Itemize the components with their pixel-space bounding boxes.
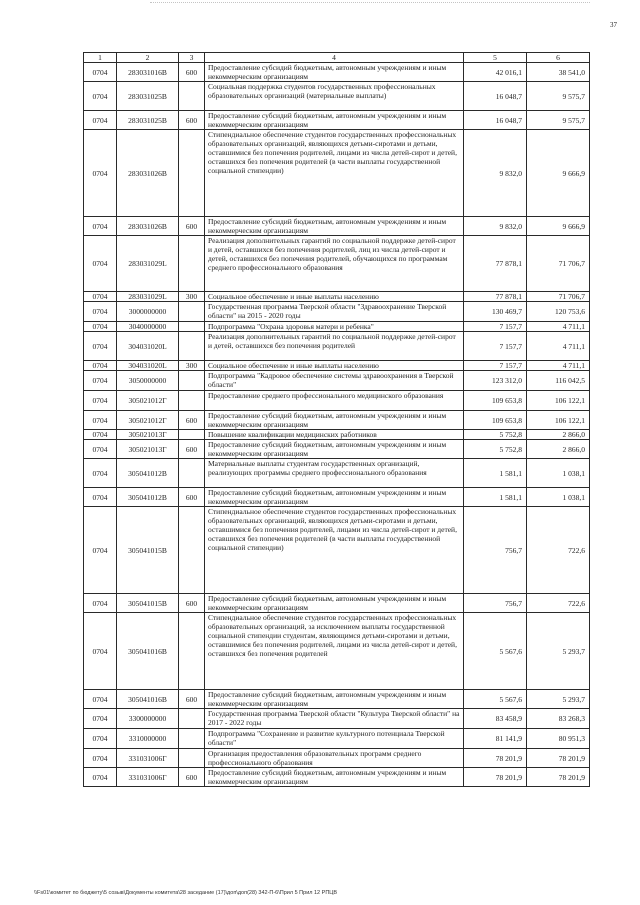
- amount-plan-cell: 7 157,7: [464, 332, 527, 361]
- description-cell: Предоставление субсидий бюджетным, автономным учреждениям и иным некоммерческим организациям: [205, 411, 464, 430]
- amount-actual-cell: 2 866,0: [527, 440, 590, 459]
- amount-actual-cell: 5 293,7: [527, 613, 590, 690]
- table-row: [84, 729, 590, 749]
- amount-plan-cell: 130 469,7: [464, 302, 527, 322]
- amount-actual-cell: 9 575,7: [527, 82, 590, 111]
- target-article-cell: 283031026В: [117, 130, 179, 217]
- table-row: [84, 709, 590, 729]
- expense-type-cell: 300: [179, 292, 205, 302]
- amount-plan-cell: 109 653,8: [464, 391, 527, 411]
- target-article-cell: 305041016В: [117, 690, 179, 709]
- expense-type-cell: 600: [179, 63, 205, 82]
- target-article-cell: 3000000000: [117, 302, 179, 322]
- expense-type-cell: [179, 371, 205, 391]
- description-cell: Повышение квалификации медицинских работников: [205, 430, 464, 440]
- target-article-cell: 305041015В: [117, 594, 179, 613]
- table-row: [84, 594, 590, 613]
- target-article-cell: 304031020L: [117, 332, 179, 361]
- section-code-cell: 0704: [84, 82, 117, 111]
- amount-actual-cell: 106 122,1: [527, 411, 590, 430]
- section-code-cell: 0704: [84, 236, 117, 292]
- target-article-cell: 283031029L: [117, 236, 179, 292]
- amount-plan-cell: 9 832,0: [464, 130, 527, 217]
- amount-actual-cell: 2 866,0: [527, 430, 590, 440]
- section-code-cell: 0704: [84, 440, 117, 459]
- description-cell: Социальное обеспечение и иные выплаты населению: [205, 292, 464, 302]
- description-cell: Подпрограмма "Кадровое обеспечение системы здравоохранения в Тверской области": [205, 371, 464, 391]
- table-row: [84, 371, 590, 391]
- column-header: 5: [464, 53, 527, 63]
- section-code-cell: 0704: [84, 749, 117, 768]
- target-article-cell: 283031026В: [117, 217, 179, 236]
- target-article-cell: 305041015В: [117, 507, 179, 594]
- description-cell: Предоставление субсидий бюджетным, автономным учреждениям и иным некоммерческим организациям: [205, 217, 464, 236]
- description-cell: Предоставление субсидий бюджетным, автономным учреждениям и иным некоммерческим организациям: [205, 111, 464, 130]
- amount-plan-cell: 9 832,0: [464, 217, 527, 236]
- amount-actual-cell: 4 711,1: [527, 361, 590, 371]
- table-row: [84, 361, 590, 371]
- amount-actual-cell: 80 951,3: [527, 729, 590, 749]
- description-cell: Стипендиальное обеспечение студентов государственных профессиональных образовательных организаций, являющихся детьми-сиротами и детьми, оставшимися без попечения родителей, лицами из числа детей-сирот и детей, оставшихся без попечения родителей (в части выплаты государственной социальной стипендии): [205, 507, 464, 594]
- amount-actual-cell: 83 268,3: [527, 709, 590, 729]
- expense-type-cell: [179, 430, 205, 440]
- section-code-cell: 0704: [84, 430, 117, 440]
- expense-type-cell: [179, 130, 205, 217]
- table-row: [84, 130, 590, 217]
- amount-actual-cell: 722,6: [527, 594, 590, 613]
- description-cell: Предоставление среднего профессионального медицинского образования: [205, 391, 464, 411]
- table-row: [84, 459, 590, 488]
- section-code-cell: 0704: [84, 361, 117, 371]
- amount-actual-cell: 71 706,7: [527, 236, 590, 292]
- amount-plan-cell: 83 458,9: [464, 709, 527, 729]
- target-article-cell: 305021012Г: [117, 391, 179, 411]
- section-code-cell: 0704: [84, 302, 117, 322]
- target-article-cell: 304031020L: [117, 361, 179, 371]
- expense-type-cell: 600: [179, 217, 205, 236]
- expense-type-cell: [179, 709, 205, 729]
- description-cell: Организация предоставления образовательных программ среднего профессионального образования: [205, 749, 464, 768]
- description-cell: Социальное обеспечение и иные выплаты населению: [205, 361, 464, 371]
- expense-type-cell: [179, 82, 205, 111]
- target-article-cell: 331031006Г: [117, 768, 179, 787]
- description-cell: Государственная программа Тверской области "Культура Тверской области" на 2017 - 2022 годы: [205, 709, 464, 729]
- amount-actual-cell: 106 122,1: [527, 391, 590, 411]
- amount-actual-cell: 120 753,6: [527, 302, 590, 322]
- expense-type-cell: [179, 729, 205, 749]
- target-article-cell: 283031029L: [117, 292, 179, 302]
- section-code-cell: 0704: [84, 217, 117, 236]
- table-row: [84, 63, 590, 82]
- expense-type-cell: [179, 749, 205, 768]
- description-cell: Социальная поддержка студентов государственных профессиональных образовательных организаций (материальные выплаты): [205, 82, 464, 111]
- amount-actual-cell: 9 666,9: [527, 217, 590, 236]
- budget-table: [83, 52, 590, 787]
- table-row: [84, 82, 590, 111]
- target-article-cell: 283031016В: [117, 63, 179, 82]
- table-row: [84, 768, 590, 787]
- amount-plan-cell: 81 141,9: [464, 729, 527, 749]
- description-cell: Подпрограмма "Охрана здоровья матери и ребенка": [205, 322, 464, 332]
- expense-type-cell: 600: [179, 768, 205, 787]
- footer-file-path: \\Fs01\комитет по бюджету\5 созыв\Документы комитета\28 заседание (17)\доп\доп(28) 342-П-6\Прил 5 Прил 12 РПЦВ: [34, 890, 338, 896]
- expense-type-cell: 600: [179, 488, 205, 507]
- section-code-cell: 0704: [84, 371, 117, 391]
- expense-type-cell: [179, 236, 205, 292]
- target-article-cell: 305021012Г: [117, 411, 179, 430]
- page-number: 37: [610, 21, 617, 29]
- target-article-cell: 305041012В: [117, 459, 179, 488]
- target-article-cell: 3050000000: [117, 371, 179, 391]
- expense-type-cell: [179, 322, 205, 332]
- target-article-cell: 283031025В: [117, 82, 179, 111]
- target-article-cell: 283031025В: [117, 111, 179, 130]
- section-code-cell: 0704: [84, 594, 117, 613]
- expense-type-cell: [179, 391, 205, 411]
- amount-actual-cell: 4 711,1: [527, 322, 590, 332]
- amount-actual-cell: 116 042,5: [527, 371, 590, 391]
- description-cell: Стипендиальное обеспечение студентов государственных профессиональных образовательных организаций, являющихся детьми-сиротами и детьми, оставшимися без попечения родителей, лицами из числа детей-сирот и детей, оставшихся без попечения родителей (в части выплаты государственной социальной стипендии): [205, 130, 464, 217]
- section-code-cell: 0704: [84, 729, 117, 749]
- target-article-cell: 305021013Г: [117, 430, 179, 440]
- column-header: 6: [527, 53, 590, 63]
- amount-plan-cell: 42 016,1: [464, 63, 527, 82]
- amount-plan-cell: 109 653,8: [464, 411, 527, 430]
- column-header: 1: [84, 53, 117, 63]
- expense-type-cell: 600: [179, 440, 205, 459]
- amount-plan-cell: 77 878,1: [464, 236, 527, 292]
- expense-type-cell: 600: [179, 594, 205, 613]
- table-row: [84, 440, 590, 459]
- expense-type-cell: [179, 459, 205, 488]
- amount-actual-cell: 722,6: [527, 507, 590, 594]
- amount-actual-cell: 1 038,1: [527, 488, 590, 507]
- table-row: [84, 217, 590, 236]
- section-code-cell: 0704: [84, 507, 117, 594]
- expense-type-cell: 600: [179, 411, 205, 430]
- description-cell: Предоставление субсидий бюджетным, автономным учреждениям и иным некоммерческим организациям: [205, 690, 464, 709]
- description-cell: Реализация дополнительных гарантий по социальной поддержке детей-сирот и детей, оставшихся без попечения родителей, лиц из числа детей-сирот и детей, оставшихся без попечения родителей, обучающихся по программам среднего профессионального образования: [205, 236, 464, 292]
- table-row: [84, 332, 590, 361]
- table-row: [84, 292, 590, 302]
- amount-plan-cell: 5 567,6: [464, 613, 527, 690]
- target-article-cell: 3300000000: [117, 709, 179, 729]
- amount-plan-cell: 756,7: [464, 594, 527, 613]
- amount-plan-cell: 78 201,9: [464, 749, 527, 768]
- amount-plan-cell: 7 157,7: [464, 322, 527, 332]
- column-header: 4: [205, 53, 464, 63]
- table-row: [84, 111, 590, 130]
- amount-plan-cell: 78 201,9: [464, 768, 527, 787]
- section-code-cell: 0704: [84, 459, 117, 488]
- section-code-cell: 0704: [84, 63, 117, 82]
- table-header-row: [84, 53, 590, 63]
- expense-type-cell: [179, 302, 205, 322]
- table-row: [84, 302, 590, 322]
- target-article-cell: 3040000000: [117, 322, 179, 332]
- table-row: [84, 391, 590, 411]
- description-cell: Реализация дополнительных гарантий по социальной поддержке детей-сирот и детей, оставшихся без попечения родителей: [205, 332, 464, 361]
- section-code-cell: 0704: [84, 768, 117, 787]
- description-cell: Предоставление субсидий бюджетным, автономным учреждениям и иным некоммерческим организациям: [205, 488, 464, 507]
- expense-type-cell: 600: [179, 111, 205, 130]
- description-cell: Предоставление субсидий бюджетным, автономным учреждениям и иным некоммерческим организациям: [205, 594, 464, 613]
- section-code-cell: 0704: [84, 111, 117, 130]
- column-header: 3: [179, 53, 205, 63]
- section-code-cell: 0704: [84, 391, 117, 411]
- description-cell: Предоставление субсидий бюджетным, автономным учреждениям и иным некоммерческим организациям: [205, 440, 464, 459]
- amount-actual-cell: 9 666,9: [527, 130, 590, 217]
- description-cell: Предоставление субсидий бюджетным, автономным учреждениям и иным некоммерческим организациям: [205, 63, 464, 82]
- description-cell: Материальные выплаты студентам государственных организаций, реализующих программы среднего профессионального образования: [205, 459, 464, 488]
- expense-type-cell: [179, 613, 205, 690]
- amount-actual-cell: 9 575,7: [527, 111, 590, 130]
- target-article-cell: 305021013Г: [117, 440, 179, 459]
- expense-type-cell: 600: [179, 690, 205, 709]
- amount-plan-cell: 5 752,8: [464, 430, 527, 440]
- section-code-cell: 0704: [84, 332, 117, 361]
- amount-plan-cell: 756,7: [464, 507, 527, 594]
- amount-plan-cell: 5 567,6: [464, 690, 527, 709]
- column-header: 2: [117, 53, 179, 63]
- amount-actual-cell: 78 201,9: [527, 749, 590, 768]
- amount-plan-cell: 16 048,7: [464, 111, 527, 130]
- expense-type-cell: 300: [179, 361, 205, 371]
- description-cell: Государственная программа Тверской области "Здравоохранение Тверской области" на 2015 - 2020 годы: [205, 302, 464, 322]
- amount-actual-cell: 5 293,7: [527, 690, 590, 709]
- table-row: [84, 690, 590, 709]
- target-article-cell: 331031006Г: [117, 749, 179, 768]
- amount-plan-cell: 16 048,7: [464, 82, 527, 111]
- amount-actual-cell: 38 541,0: [527, 63, 590, 82]
- section-code-cell: 0704: [84, 690, 117, 709]
- target-article-cell: 305041016В: [117, 613, 179, 690]
- table-row: [84, 488, 590, 507]
- scan-edge-line: [150, 2, 590, 3]
- description-cell: Стипендиальное обеспечение студентов государственных профессиональных образовательных организаций, за исключением выплаты государственной социальной стипендии студентам, являющимся детьми-сиротами и детьми, оставшимися без попечения родителей, лицами из числа детей-сирот и детей, оставшихся без попечения родителей: [205, 613, 464, 690]
- amount-actual-cell: 71 706,7: [527, 292, 590, 302]
- amount-plan-cell: 7 157,7: [464, 361, 527, 371]
- amount-plan-cell: 1 581,1: [464, 459, 527, 488]
- section-code-cell: 0704: [84, 488, 117, 507]
- expense-type-cell: [179, 332, 205, 361]
- amount-plan-cell: 123 312,0: [464, 371, 527, 391]
- amount-actual-cell: 78 201,9: [527, 768, 590, 787]
- amount-actual-cell: 4 711,1: [527, 332, 590, 361]
- table-row: [84, 411, 590, 430]
- amount-plan-cell: 1 581,1: [464, 488, 527, 507]
- section-code-cell: 0704: [84, 411, 117, 430]
- target-article-cell: 305041012В: [117, 488, 179, 507]
- description-cell: Подпрограмма "Сохранение и развитие культурного потенциала Тверской области": [205, 729, 464, 749]
- table-row: [84, 613, 590, 690]
- table-row: [84, 749, 590, 768]
- section-code-cell: 0704: [84, 322, 117, 332]
- amount-plan-cell: 77 878,1: [464, 292, 527, 302]
- table-row: [84, 236, 590, 292]
- target-article-cell: 3310000000: [117, 729, 179, 749]
- section-code-cell: 0704: [84, 130, 117, 217]
- description-cell: Предоставление субсидий бюджетным, автономным учреждениям и иным некоммерческим организациям: [205, 768, 464, 787]
- table-row: [84, 322, 590, 332]
- table-row: [84, 507, 590, 594]
- section-code-cell: 0704: [84, 613, 117, 690]
- table-row: [84, 430, 590, 440]
- amount-actual-cell: 1 038,1: [527, 459, 590, 488]
- amount-plan-cell: 5 752,8: [464, 440, 527, 459]
- section-code-cell: 0704: [84, 292, 117, 302]
- expense-type-cell: [179, 507, 205, 594]
- section-code-cell: 0704: [84, 709, 117, 729]
